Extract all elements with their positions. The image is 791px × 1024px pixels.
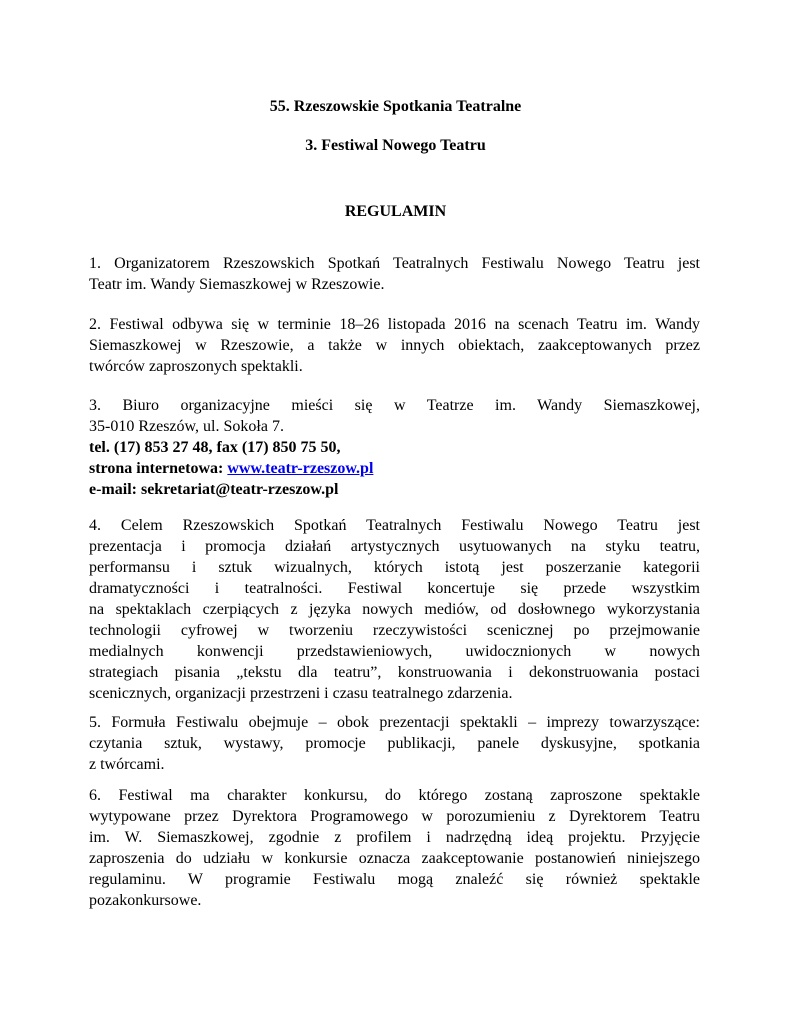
paragraph-2 — [89, 314, 700, 377]
paragraph-line: Siemaszkowej w Rzeszowie, a także w innych obiektach, zaakceptowanych przez — [89, 337, 700, 354]
paragraph-line: twórców zaproszonych spektakli. — [89, 358, 303, 375]
website-link[interactable]: www.teatr-rzeszow.pl — [227, 460, 374, 477]
website-line — [89, 458, 700, 479]
paragraph-line: prezentacja i promocja działań artystycznych usytuowanych na styku teatru, — [89, 538, 700, 555]
paragraph-5 — [89, 712, 700, 775]
paragraph-line: 2. Festiwal odbywa się w terminie 18–26 listopada 2016 na scenach Teatru im. Wandy — [89, 316, 700, 333]
regulations-heading: REGULAMIN — [344, 203, 447, 220]
paragraph-line: regulaminu. W programie Festiwalu mogą znaleźć się również spektakle — [89, 871, 700, 888]
paragraph-6 — [89, 785, 700, 911]
paragraph-line: technologii cyfrowej w tworzeniu rzeczywistości scenicznej po przejmowanie — [89, 622, 700, 639]
paragraph-line: medialnych konwencji przedstawieniowych, uwidocznionych w nowych — [89, 643, 700, 660]
paragraph-line: 5. Formuła Festiwalu obejmuje – obok prezentacji spektakli – imprezy towarzyszące: — [89, 714, 700, 731]
paragraph-line: strategiach pisania „tekstu dla teatru”, konstruowania i dekonstruowania postaci — [89, 664, 700, 681]
paragraph-line: Teatr im. Wandy Siemaszkowej w Rzeszowie. — [89, 276, 385, 293]
paragraph-line: z twórcami. — [89, 756, 165, 773]
paragraph-line: wytypowane przez Dyrektora Programowego w porozumieniu z Dyrektorem Teatru — [89, 808, 700, 825]
paragraph-line: na spektaklach czerpiących z języka nowych mediów, od dosłownego wykorzystania — [89, 601, 700, 618]
paragraph-1 — [89, 253, 700, 295]
paragraph-line: dramatyczności i teatralności. Festiwal koncertuje się przede wszystkim — [89, 580, 700, 597]
paragraph-line: pozakonkursowe. — [89, 892, 202, 909]
paragraph-4 — [89, 515, 700, 704]
festival-title: 55. Rzeszowskie Spotkania Teatralne — [269, 98, 522, 115]
paragraph-line: im. W. Siemaszkowej, zgodnie z profilem i nadrzędną ideą projektu. Przyjęcie — [89, 829, 700, 846]
paragraph-line: 6. Festiwal ma charakter konkursu, do którego zostaną zaproszone spektakle — [89, 787, 700, 804]
paragraph-line: 4. Celem Rzeszowskich Spotkań Teatralnych Festiwalu Nowego Teatru jest — [89, 517, 700, 534]
paragraph-line: performansu i sztuk wizualnych, których istotą jest poszerzanie kategorii — [89, 559, 700, 576]
phone-fax-line: tel. (17) 853 27 48, fax (17) 850 75 50, — [89, 439, 341, 456]
paragraph-line: 1. Organizatorem Rzeszowskich Spotkań Teatralnych Festiwalu Nowego Teatru jest — [89, 255, 700, 272]
paragraph-3 — [89, 395, 700, 500]
paragraph-line: scenicznych, organizacji przestrzeni i czasu teatralnego zdarzenia. — [89, 685, 513, 702]
website-label: strona internetowa: — [89, 460, 228, 477]
festival-subtitle: 3. Festiwal Nowego Teatru — [305, 137, 486, 154]
email-line: e-mail: sekretariat@teatr-rzeszow.pl — [89, 481, 339, 498]
paragraph-line: czytania sztuk, wystawy, promocje publikacji, panele dyskusyjne, spotkania — [89, 735, 700, 752]
paragraph-line: zaproszenia do udziału w konkursie oznacza zaakceptowanie postanowień niniejszego — [89, 850, 700, 867]
paragraph-line: 3. Biuro organizacyjne mieści się w Teatrze im. Wandy Siemaszkowej, — [89, 397, 700, 414]
paragraph-line: 35-010 Rzeszów, ul. Sokoła 7. — [89, 418, 284, 435]
